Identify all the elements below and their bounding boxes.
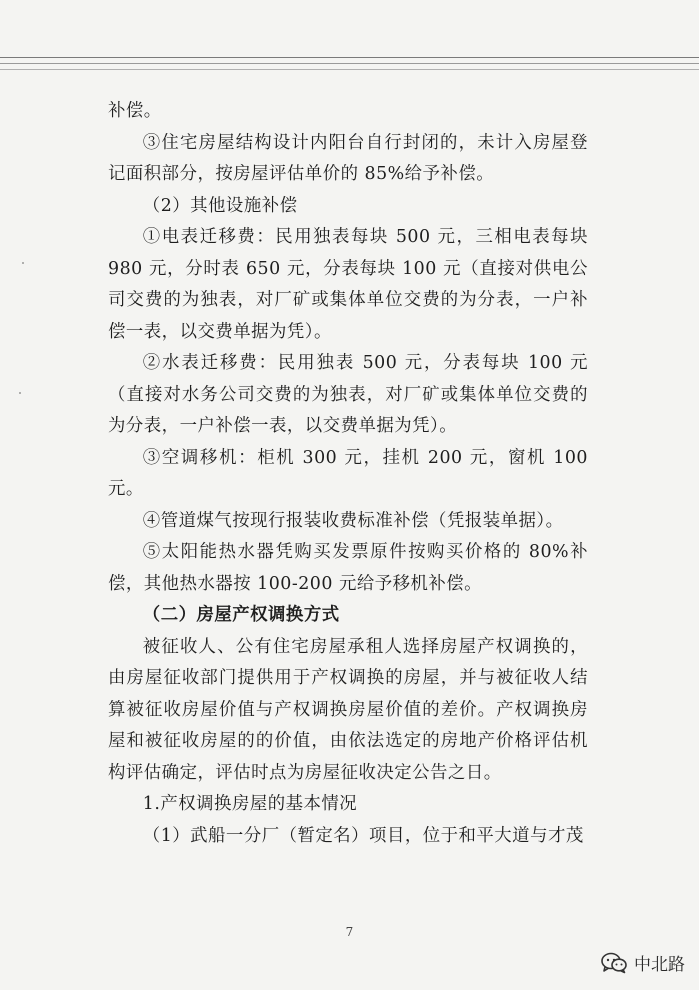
paragraph-property-exchange-terms: 被征收人、公有住宅房屋承租人选择房屋产权调换的，由房屋征收部门提供用于产权调换的房屋，并与被征收人结算被征收房屋价值与产权调换房屋价值的差价。产权调换房屋和被征收房屋的的价值，由依法选定的房地产价格评估机构评估确定，评估时点为房屋征收决定公告之日。 <box>108 636 588 783</box>
scan-speck <box>22 262 24 264</box>
paragraph-air-conditioner: ③空调移机：柜机 300 元，挂机 200 元，窗机 100 元。 <box>108 447 588 499</box>
header-rule-middle <box>0 63 699 64</box>
paragraph-compensation-end: 补偿。 <box>108 101 162 121</box>
heading-other-facilities: （2）其他设施补偿 <box>142 195 298 216</box>
document-body <box>108 96 588 852</box>
heading-exchange-housing-info: 1.产权调换房屋的基本情况 <box>142 794 358 814</box>
watermark-label: 中北路 <box>634 955 685 975</box>
paragraph-water-heater: ⑤太阳能热水器凭购买发票原件按购买价格的 80%补偿，其他热水器按 100-200 元给予移机补偿。 <box>108 542 588 594</box>
paragraph-balcony-compensation: ③住宅房屋结构设计内阳台自行封闭的，未计入房屋登记面积部分，按房屋评估单价的 85%给予补偿。 <box>108 132 588 184</box>
paragraph-electric-meter: ①电表迁移费：民用独表每块 500 元，三相电表每块 980 元，分时表 650 元，分表每块 100 元（直接对供电公司交费的为独表，对厂矿或集体单位交费的为分表，一户补偿一表，以交费单据为凭）。 <box>108 227 588 342</box>
heading-property-exchange: （二）房屋产权调换方式 <box>142 605 340 625</box>
paragraph-wuchuan-project: （1）武船一分厂（暂定名）项目，位于和平大道与才茂 <box>142 825 584 846</box>
scan-speck <box>19 392 21 394</box>
header-rule-bottom <box>0 69 699 70</box>
wechat-icon <box>600 952 628 974</box>
wechat-watermark <box>600 950 685 975</box>
paragraph-gas-pipeline: ④管道煤气按现行报装收费标准补偿（凭报装单据）。 <box>142 510 564 531</box>
header-rule-top <box>0 57 699 58</box>
paragraph-water-meter: ②水表迁移费：民用独表 500 元，分表每块 100 元（直接对水务公司交费的为独表，对厂矿或集体单位交费的为分表，一户补偿一表，以交费单据为凭）。 <box>108 353 588 436</box>
page-number: 7 <box>345 925 354 939</box>
